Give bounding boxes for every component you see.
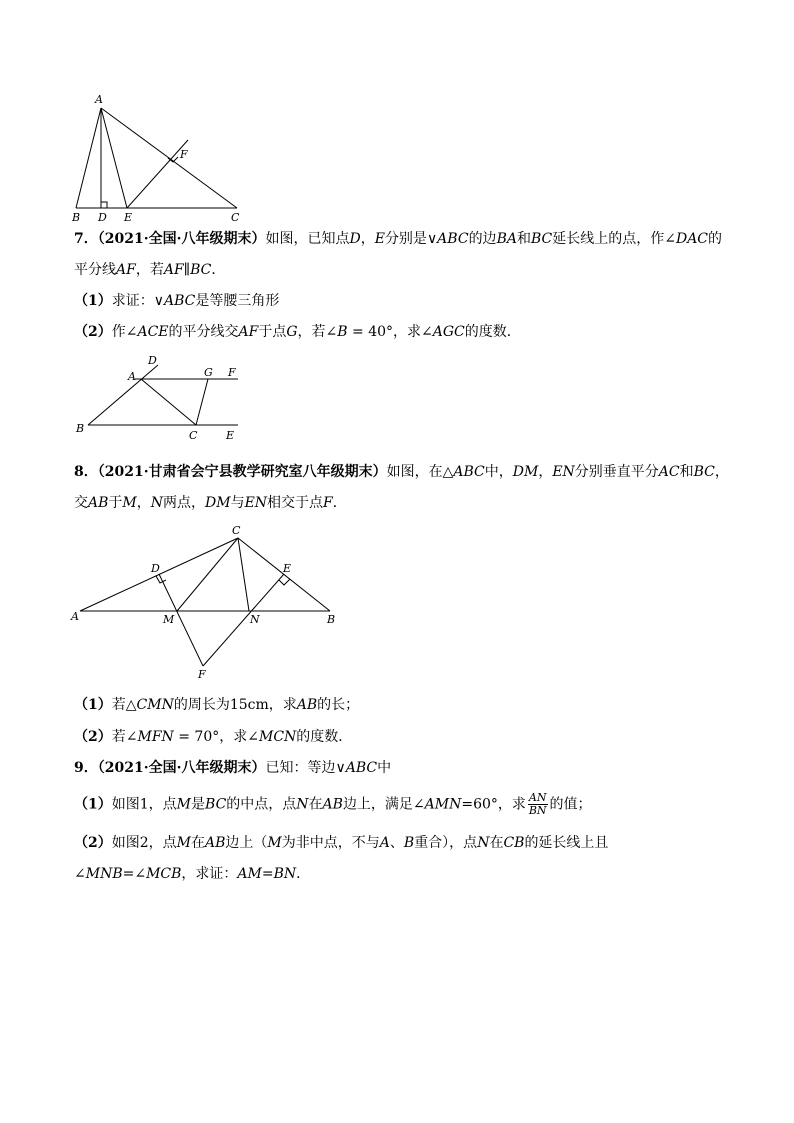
label-a: A: [95, 93, 103, 106]
var-b: B: [403, 835, 415, 851]
var-f: F: [323, 495, 333, 511]
q8-line2: [74, 493, 347, 513]
q8-number: 8．: [74, 464, 98, 480]
var-mnb: MNB: [85, 866, 123, 882]
text: ，求证：: [181, 866, 238, 882]
part-label: （2）: [74, 324, 112, 340]
label-f: F: [198, 668, 206, 681]
q7-line2: [74, 260, 225, 280]
text: 为非中点，不与: [281, 835, 380, 851]
part-label: （2）: [74, 729, 112, 745]
text: 求证：: [111, 293, 154, 309]
q8-line1: [74, 462, 729, 482]
var-n: N: [150, 495, 163, 511]
var-n: N: [296, 796, 309, 813]
text: ，: [538, 464, 553, 480]
q8-source: （2021·甘肃省会宁县教学研究室八年级期末）: [97, 464, 387, 480]
text: 如图2，点: [111, 835, 177, 851]
label-b: B: [72, 211, 81, 224]
triangle-abc: ∨ABC: [426, 231, 469, 247]
text: 两点，: [163, 495, 205, 511]
text: 若∠: [111, 729, 138, 745]
label-d: D: [151, 562, 160, 575]
fraction-denominator: BN: [528, 804, 547, 817]
var-m: M: [122, 495, 137, 511]
text: 的周长为15cm，求: [173, 697, 297, 713]
label-f: F: [180, 148, 188, 161]
var-en: EN: [552, 464, 575, 480]
text: 在: [308, 796, 323, 813]
var-dm: DM: [512, 464, 539, 480]
var-bc: BC: [205, 796, 227, 813]
var-mcn: MCN: [258, 729, 297, 745]
right-angle-d: [101, 202, 107, 208]
text: 的边: [468, 231, 497, 247]
var-mcb: MCB: [146, 866, 182, 882]
label-e: E: [283, 562, 292, 575]
text: ．: [296, 866, 311, 882]
segment-ac: [141, 379, 196, 425]
text: 平分线: [74, 262, 116, 278]
var-agc: AGC: [432, 324, 465, 340]
segment-ab: [76, 108, 101, 208]
var-ab: AB: [205, 835, 226, 851]
var-a: A: [379, 835, 390, 851]
text: 的延长线上且: [524, 835, 609, 851]
segment-cg: [196, 379, 208, 425]
q7-line1: [74, 229, 722, 249]
label-b: B: [327, 613, 336, 626]
var-af: AF: [116, 262, 136, 278]
text: 交: [74, 495, 88, 511]
text: 相交于点: [267, 495, 324, 511]
text: 边上，满足∠: [342, 796, 425, 813]
text: 是: [191, 796, 206, 813]
text: 作∠: [111, 324, 138, 340]
text: = 40°，求∠: [347, 324, 433, 340]
q9-number: 9．: [74, 760, 98, 776]
triangle-abc: ∨ABC: [153, 293, 196, 309]
text: 的值；: [549, 796, 592, 813]
var-abc: ABC: [453, 464, 485, 480]
var-bc: BC: [693, 464, 715, 480]
text: 重合），点: [414, 835, 478, 851]
label-d: D: [98, 211, 107, 224]
figure-triangle-abc-1: [60, 88, 260, 223]
text: 如图1，点: [111, 796, 177, 813]
text: = 70°，求∠: [173, 729, 259, 745]
text: 的中点，点: [226, 796, 297, 813]
text: 的长；: [317, 697, 360, 713]
q7-part1: [74, 291, 279, 311]
text: 在: [489, 835, 504, 851]
segment-ef: [127, 140, 188, 208]
label-c: C: [231, 211, 240, 224]
segment-cm: [177, 538, 238, 611]
q8-part1: [74, 695, 359, 715]
text: 的: [708, 231, 723, 247]
q7-part2: [74, 322, 521, 342]
var-n: N: [477, 835, 490, 851]
text: 在: [191, 835, 206, 851]
text: ∠: [74, 866, 86, 882]
var-ace: ACE: [137, 324, 169, 340]
text: 分别是: [384, 231, 427, 247]
var-ab: AB: [88, 495, 109, 511]
var-dac: DAC: [675, 231, 709, 247]
segment-cn: [238, 538, 249, 611]
q7-number: 7．: [74, 231, 98, 247]
segment-ac: [101, 108, 237, 208]
text: =60°，求: [461, 796, 526, 813]
label-d: D: [148, 354, 157, 367]
text: 的度数．: [464, 324, 521, 340]
segment-bd: [88, 365, 158, 425]
text: ，若: [135, 262, 164, 278]
q9-source: （2021·全国·八年级期末）: [97, 760, 266, 776]
text: ，: [360, 231, 375, 247]
var-g: G: [286, 324, 298, 340]
text: 的度数．: [296, 729, 353, 745]
figure-perpendicular-bisectors: [65, 522, 355, 682]
label-e: E: [124, 211, 133, 224]
q9-part1: [74, 792, 592, 817]
var-dm: DM: [205, 495, 231, 511]
label-n: N: [250, 613, 260, 626]
var-amn: AMN: [424, 796, 462, 813]
label-b: B: [76, 422, 85, 435]
triangle-abc: ∨ABC: [335, 760, 378, 776]
segment-ae: [101, 108, 127, 208]
label-m: M: [163, 613, 175, 626]
label-g: G: [204, 366, 213, 379]
q9-part2: [74, 833, 608, 853]
text: ，若∠: [297, 324, 338, 340]
var-ab: AB: [322, 796, 343, 813]
label-f: F: [228, 366, 236, 379]
text: 若△: [111, 697, 137, 713]
part-label: （1）: [74, 293, 112, 309]
text: 的平分线交: [168, 324, 239, 340]
text: 延长线上的点，作∠: [552, 231, 676, 247]
equation-am-bn: AM=BN: [237, 866, 297, 882]
part-label: （1）: [74, 796, 112, 813]
label-e: E: [226, 429, 235, 442]
label-a: A: [71, 610, 79, 623]
text: 如图，已知点: [265, 231, 350, 247]
fraction-an-over-bn: [528, 792, 548, 817]
text: 于: [108, 495, 123, 511]
var-m: M: [176, 796, 192, 813]
text: 分别垂直平分: [574, 464, 659, 480]
right-angle-e: [279, 579, 290, 585]
var-d: D: [349, 231, 361, 247]
label-a: A: [128, 370, 136, 383]
condition-af-parallel-bc: AF∥BC: [163, 262, 212, 278]
fraction-numerator: AN: [528, 791, 547, 804]
var-bc: BC: [530, 231, 553, 247]
var-ab: AB: [296, 697, 318, 713]
var-cmn: CMN: [136, 697, 174, 713]
text: 中，: [484, 464, 513, 480]
text: 与: [230, 495, 245, 511]
var-cb: CB: [503, 835, 525, 851]
var-e: E: [374, 231, 385, 247]
label-c: C: [232, 524, 241, 537]
var-af: AF: [238, 324, 259, 340]
text: ，: [136, 495, 151, 511]
text: ，: [714, 464, 729, 480]
figure-parallel-lines: [70, 350, 250, 445]
q9-line3: [74, 864, 310, 884]
q9-line1: [74, 758, 391, 778]
text: 、: [389, 835, 404, 851]
text: 如图，在△: [386, 464, 454, 480]
part-label: （1）: [74, 697, 112, 713]
text: 中: [377, 760, 392, 776]
text: 于点: [258, 324, 287, 340]
text: 是等腰三角形: [195, 293, 280, 309]
text: 和: [516, 231, 531, 247]
label-c: C: [189, 429, 198, 442]
text: 边上（: [225, 835, 268, 851]
var-ba: BA: [496, 231, 517, 247]
q8-part2: [74, 727, 352, 747]
var-mfn: MFN: [137, 729, 174, 745]
text: 和: [679, 464, 694, 480]
var-b: B: [337, 324, 348, 340]
text: ．: [211, 262, 226, 278]
var-m: M: [176, 835, 192, 851]
var-en: EN: [244, 495, 268, 511]
var-m: M: [267, 835, 282, 851]
text: 已知：等边: [265, 760, 336, 776]
text: =∠: [122, 866, 147, 882]
var-ac: AC: [658, 464, 680, 480]
q7-source: （2021·全国·八年级期末）: [97, 231, 266, 247]
segment-ef: [203, 574, 284, 666]
part-label: （2）: [74, 835, 112, 851]
text: ．: [332, 495, 347, 511]
